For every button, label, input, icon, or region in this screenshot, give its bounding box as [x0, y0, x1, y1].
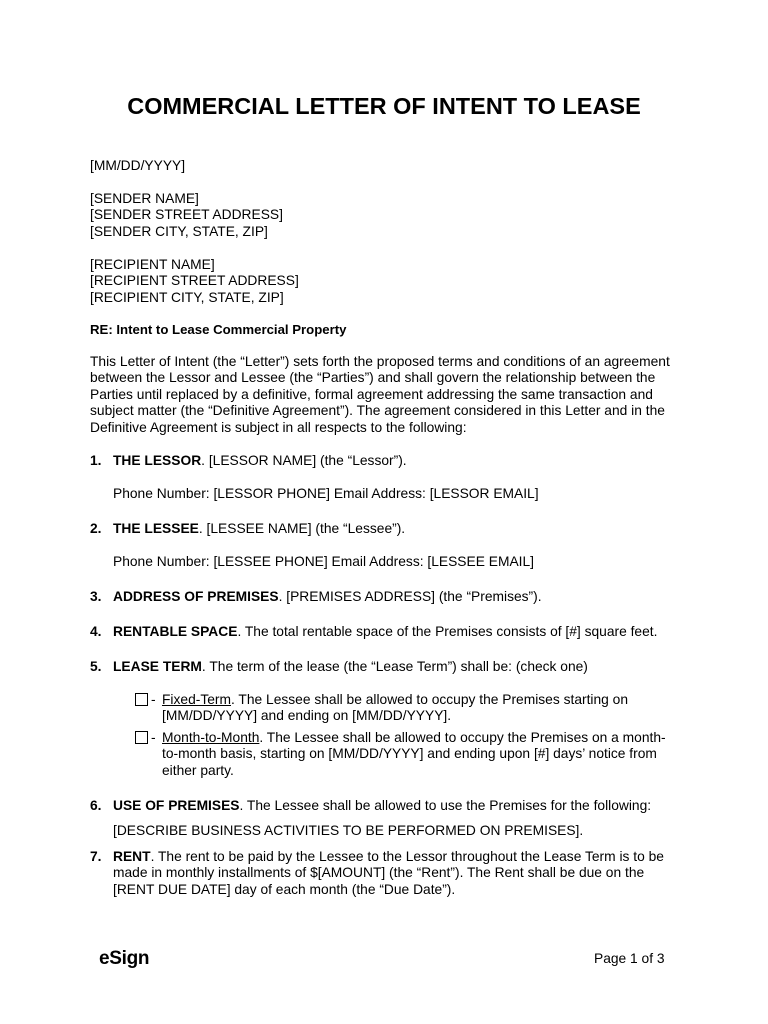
lessee-contact: Phone Number: [LESSEE PHONE] Email Address: [LESSEE EMAIL] [113, 554, 534, 569]
section-number: 3. [90, 589, 102, 604]
intro-paragraph: This Letter of Intent (the “Letter”) sets forth the proposed terms and conditions of an agreement between the Lessor and Lessee (the “Parties”) and shall govern the relationship between the Parties until replaced by a definitive, formal agreement addressing the same transaction and subject matter (the “Definitive Agreement”). The agreement considered in this Letter and in the Definitive Agreement is subject in all respects to the following: [90, 354, 670, 435]
recipient-city: [RECIPIENT CITY, STATE, ZIP] [90, 289, 284, 305]
month-to-month-label: Month-to-Month [162, 730, 260, 745]
business-activities: [DESCRIBE BUSINESS ACTIVITIES TO BE PERFORMED ON PREMISES]. [113, 823, 584, 838]
section-heading: LEASE TERM [113, 659, 202, 674]
recipient-name: [RECIPIENT NAME] [90, 257, 215, 272]
sender-block [90, 191, 283, 240]
section-number: 1. [90, 453, 102, 468]
month-to-month-checkbox[interactable] [135, 731, 148, 744]
sender-street: [SENDER STREET ADDRESS] [90, 207, 283, 223]
fixed-term-checkbox[interactable] [135, 693, 148, 706]
document-title: COMMERCIAL LETTER OF INTENT TO LEASE [127, 93, 641, 119]
section-number: 5. [90, 659, 102, 674]
section-number: 7. [90, 849, 102, 864]
recipient-street: [RECIPIENT STREET ADDRESS] [90, 273, 299, 289]
sender-city: [SENDER CITY, STATE, ZIP] [90, 223, 268, 239]
fixed-term-label: Fixed-Term [162, 692, 231, 707]
sender-name: [SENDER NAME] [90, 191, 199, 206]
section-heading: RENTABLE SPACE [113, 624, 238, 639]
section-heading: ADDRESS OF PREMISES [113, 589, 279, 604]
esign-logo: eSign [99, 948, 150, 969]
subject-line: RE: Intent to Lease Commercial Property [90, 322, 347, 337]
section-number: 2. [90, 521, 102, 536]
lessor-contact: Phone Number: [LESSOR PHONE] Email Address: [LESSOR EMAIL] [113, 486, 539, 501]
recipient-block [90, 257, 299, 306]
page-number: Page 1 of 3 [594, 951, 665, 966]
section-heading: USE OF PREMISES [113, 798, 240, 813]
section-heading: THE LESSOR [113, 453, 202, 468]
section-heading: RENT [113, 849, 151, 864]
section-number: 6. [90, 798, 102, 813]
date-line: [MM/DD/YYYY] [90, 158, 186, 173]
section-number: 4. [90, 624, 102, 639]
section-heading: THE LESSEE [113, 521, 199, 536]
